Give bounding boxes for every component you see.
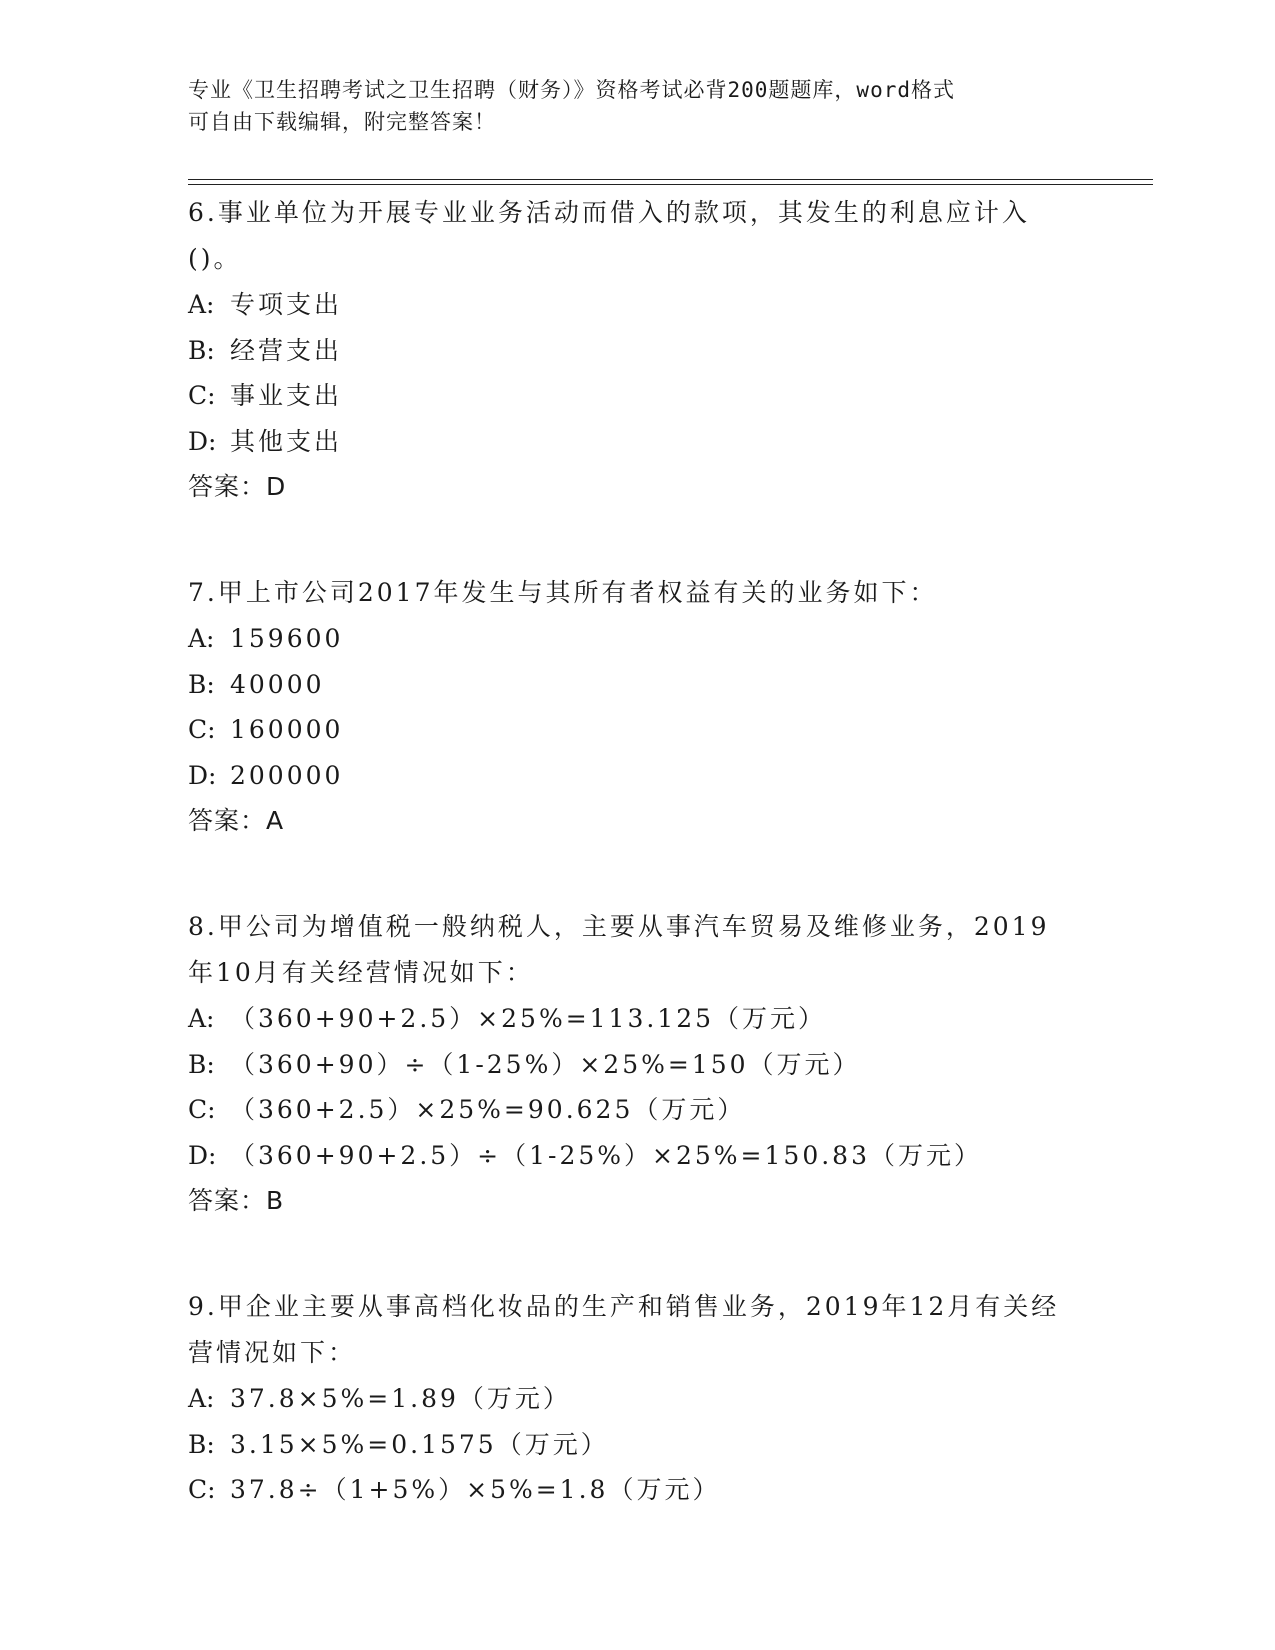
option-letter: A:: [188, 1384, 215, 1413]
question-stem-line: 8.甲公司为增值税一般纳税人，主要从事汽车贸易及维修业务，2019: [188, 912, 1050, 941]
question-stem-line: 6.事业单位为开展专业业务活动而借入的款项，其发生的利息应计入: [188, 198, 1030, 227]
option-letter: D:: [188, 1140, 217, 1170]
question-stem-line: 年10月有关经营情况如下：: [188, 958, 534, 987]
header-line-2: 可自由下载编辑，附完整答案！: [188, 110, 496, 134]
option-letter: A:: [188, 1004, 215, 1033]
option-letter: C:: [188, 381, 216, 410]
option-text: 3.15×5%=0.1575（万元）: [230, 1429, 609, 1459]
option-a: [188, 996, 1088, 1042]
option-c: [188, 1087, 1088, 1133]
question-stem-line: 9.甲企业主要从事高档化妆品的生产和销售业务，2019年12月有关经: [188, 1292, 1060, 1321]
option-letter: B:: [188, 335, 215, 365]
question-6: [188, 190, 1088, 510]
option-c: [188, 1467, 1088, 1513]
option-b: [188, 662, 1088, 708]
question-9: [188, 1284, 1088, 1513]
question-spacer: [188, 1224, 1088, 1284]
option-b: [188, 328, 1088, 374]
option-text: 经营支出: [230, 335, 343, 365]
option-text: 其他支出: [230, 426, 343, 456]
option-text: 专项支出: [230, 290, 343, 319]
header-line-1: 专业《卫生招聘考试之卫生招聘（财务）》资格考试必背200题题库，word格式: [188, 78, 955, 102]
option-b: [188, 1422, 1088, 1468]
document-header: [188, 74, 1068, 138]
option-letter: A:: [188, 290, 215, 319]
option-a: [188, 1376, 1088, 1422]
option-text: 37.8÷（1+5%）×5%=1.8（万元）: [230, 1475, 721, 1504]
option-letter: C:: [188, 1095, 216, 1124]
option-c: [188, 707, 1088, 753]
option-c: [188, 373, 1088, 419]
answer-line: 答案：D: [188, 472, 287, 501]
option-letter: C:: [188, 1475, 216, 1504]
option-letter: A:: [188, 624, 215, 653]
option-text: 200000: [230, 760, 344, 790]
option-text: 160000: [230, 715, 344, 744]
answer-line: 答案：B: [188, 1186, 285, 1215]
option-text: （360+90）÷（1-25%）×25%=150（万元）: [230, 1049, 861, 1079]
option-text: 40000: [230, 669, 325, 699]
option-text: （360+90+2.5）÷（1-25%）×25%=150.83（万元）: [230, 1140, 982, 1170]
option-letter: D:: [188, 426, 217, 456]
option-text: （360+2.5）×25%=90.625（万元）: [230, 1095, 746, 1124]
option-d: [188, 1133, 1088, 1179]
question-spacer: [188, 510, 1088, 570]
option-letter: D:: [188, 760, 217, 790]
question-stem-line: ()。: [188, 244, 242, 273]
question-stem-line: 营情况如下：: [188, 1338, 357, 1367]
option-a: [188, 282, 1088, 328]
header-divider-top: [188, 179, 1153, 180]
question-spacer: [188, 844, 1088, 904]
option-text: 159600: [230, 624, 344, 653]
answer-line: 答案：A: [188, 806, 285, 835]
option-letter: B:: [188, 1429, 215, 1459]
option-text: 事业支出: [230, 381, 343, 410]
option-text: （360+90+2.5）×25%=113.125（万元）: [230, 1004, 827, 1033]
question-8: [188, 904, 1088, 1224]
option-letter: B:: [188, 669, 215, 699]
header-divider-bottom: [188, 184, 1153, 185]
option-d: [188, 419, 1088, 465]
option-letter: B:: [188, 1049, 215, 1079]
question-stem-line: 7.甲上市公司2017年发生与其所有者权益有关的业务如下：: [188, 578, 938, 607]
option-a: [188, 616, 1088, 662]
option-text: 37.8×5%=1.89（万元）: [230, 1384, 571, 1413]
option-b: [188, 1042, 1088, 1088]
option-d: [188, 753, 1088, 799]
option-letter: C:: [188, 715, 216, 744]
question-7: [188, 570, 1088, 844]
question-list: [188, 190, 1088, 1513]
